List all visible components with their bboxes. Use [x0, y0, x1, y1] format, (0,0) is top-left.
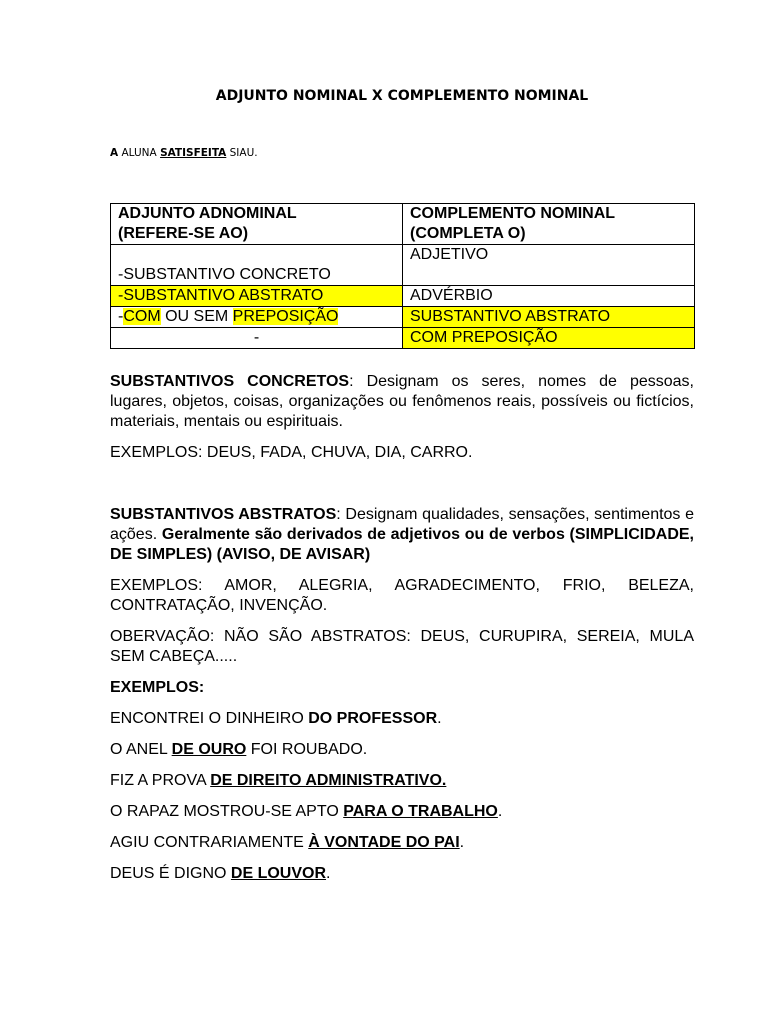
- table-row: [111, 328, 695, 349]
- concretos-definition: SUBSTANTIVOS CONCRETOS: Designam os seres, nomes de pessoas, lugares, objetos, coisas, organizações ou fenômenos reais, possíveis ou fictícios, materiais, mentais ou espirituais.: [110, 373, 694, 430]
- example-line: O ANEL DE OURO FOI ROUBADO.: [110, 741, 368, 758]
- table-cell: COM PREPOSIÇÃO: [403, 328, 695, 349]
- example-line: O RAPAZ MOSTROU-SE APTO PARA O TRABALHO.: [110, 803, 503, 820]
- example-line: FIZ A PROVA DE DIREITO ADMINISTRATIVO.: [110, 772, 447, 789]
- example-sentence: [110, 147, 258, 159]
- example-verb: SIAU.: [226, 147, 258, 159]
- abstratos-observation: OBERVAÇÃO: NÃO SÃO ABSTRATOS: DEUS, CURUPIRA, SEREIA, MULA SEM CABEÇA.....: [110, 628, 694, 665]
- abstratos-definition: SUBSTANTIVOS ABSTRATOS: Designam qualidades, sensações, sentimentos e ações. Geralmente são derivados de adjetivos ou de verbos (SIMPLICIDADE, DE SIMPLES) (AVISO, DE AVISAR): [110, 506, 695, 563]
- table-header-row: [111, 204, 695, 245]
- highlight-preposicao: PREPOSIÇÃO: [232, 308, 339, 325]
- example-article: A: [110, 147, 119, 159]
- example-line: ENCONTREI O DINHEIRO DO PROFESSOR.: [110, 710, 442, 727]
- example-adjective: SATISFEITA: [160, 147, 227, 159]
- example-line: DEUS É DIGNO DE LOUVOR.: [110, 865, 331, 882]
- table-header-complemento: COMPLEMENTO NOMINAL (COMPLETA O): [403, 204, 695, 245]
- table-cell: -SUBSTANTIVO CONCRETO: [111, 245, 403, 286]
- document-body: [110, 372, 694, 884]
- table-cell: ADJETIVO: [403, 245, 695, 286]
- table-cell: -: [111, 328, 403, 349]
- table-row: [111, 307, 695, 328]
- table-header-adjunto: ADJUNTO ADNOMINAL (REFERE-SE AO): [111, 204, 403, 245]
- concretos-examples: EXEMPLOS: DEUS, FADA, CHUVA, DIA, CARRO.: [110, 444, 473, 461]
- table-row: [111, 286, 695, 307]
- example-subject: ALUNA: [118, 147, 161, 159]
- highlight-com: COM: [123, 308, 161, 325]
- table-cell: -SUBSTANTIVO ABSTRATO: [111, 286, 403, 307]
- comparison-table: [110, 203, 695, 349]
- table-cell: -COM OU SEM PREPOSIÇÃO: [111, 307, 403, 328]
- table-row: [111, 245, 695, 286]
- table-cell: SUBSTANTIVO ABSTRATO: [403, 307, 695, 328]
- examples-heading: EXEMPLOS:: [110, 679, 205, 696]
- example-line: AGIU CONTRARIAMENTE À VONTADE DO PAI.: [110, 834, 465, 851]
- document-title: ADJUNTO NOMINAL X COMPLEMENTO NOMINAL: [215, 88, 589, 104]
- abstratos-examples: EXEMPLOS: AMOR, ALEGRIA, AGRADECIMENTO, FRIO, BELEZA, CONTRATAÇÃO, INVENÇÃO.: [110, 577, 694, 614]
- table-cell: ADVÉRBIO: [403, 286, 695, 307]
